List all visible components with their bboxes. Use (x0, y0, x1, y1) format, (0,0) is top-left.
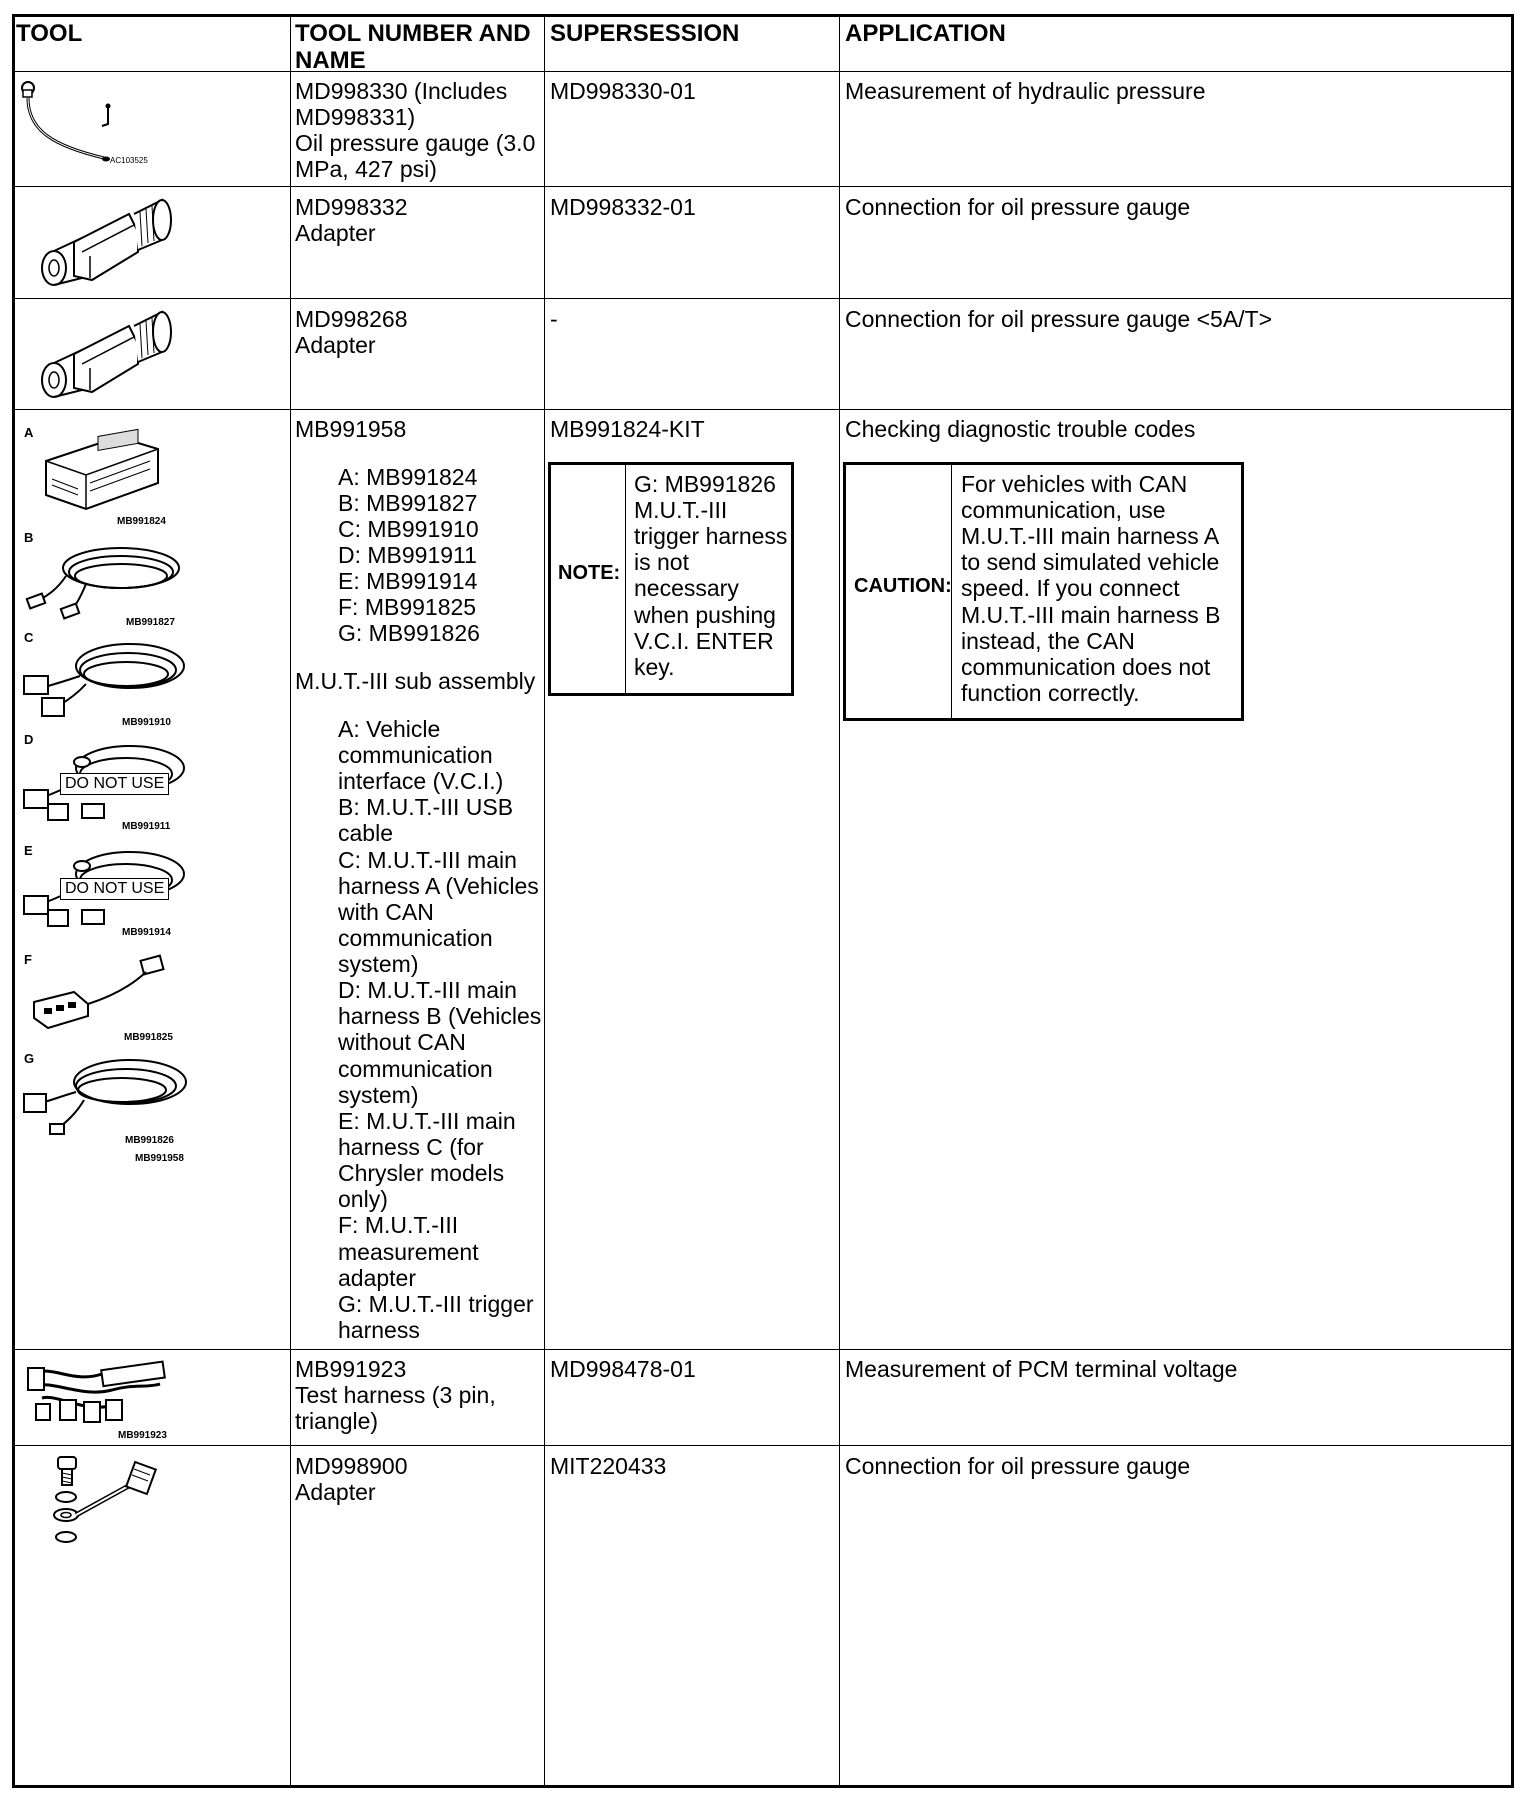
part-label: MB991824 (117, 516, 166, 527)
column-divider (839, 14, 840, 1788)
row5-supersession: MD998478-01 (550, 1356, 696, 1382)
row-divider (12, 71, 1514, 72)
row3-name-line1: MD998268 (295, 306, 408, 332)
row4-supersession: MB991824-KIT (550, 416, 705, 442)
oil-pressure-adapter-illustration (46, 1455, 166, 1555)
sub-line: cable (338, 820, 393, 846)
sub-line: with CAN (338, 899, 434, 925)
row-divider (12, 409, 1514, 410)
sub-line: Chrysler models (338, 1160, 505, 1186)
sub-line: measurement (338, 1239, 479, 1265)
row2-application: Connection for oil pressure gauge (845, 194, 1191, 220)
kit-item: D: MB991911 (338, 542, 477, 568)
vci-unit-illustration (38, 433, 163, 513)
sub-line: G: M.U.T.-III trigger (338, 1291, 534, 1317)
note-line: G: MB991826 (634, 471, 776, 497)
note-line: when pushing (634, 602, 776, 628)
sub-assembly-label: M.U.T.-III sub assembly (295, 668, 536, 694)
column-divider (290, 14, 291, 1788)
figure-letter: A (24, 425, 34, 440)
adapter-illustration (34, 192, 184, 292)
do-not-use-label: DO NOT USE (60, 878, 169, 900)
figure-letter: D (24, 732, 34, 747)
sub-line: F: M.U.T.-III (338, 1212, 459, 1238)
part-label: MB991827 (126, 617, 175, 628)
row5-name-line1: MB991923 (295, 1356, 407, 1382)
caution-line: For vehicles with CAN (961, 471, 1188, 497)
row2-name-line2: Adapter (295, 220, 376, 246)
note-label: NOTE: (558, 562, 621, 584)
header-tool: TOOL (16, 20, 83, 47)
caution-line: to send simulated vehicle (961, 549, 1220, 575)
caution-line: communication, use (961, 497, 1166, 523)
row6-name-line2: Adapter (295, 1479, 376, 1505)
note-line: trigger harness (634, 523, 788, 549)
note-line: M.U.T.-III (634, 497, 728, 523)
row-divider (12, 1349, 1514, 1350)
caution-line: speed. If you connect (961, 575, 1180, 601)
sub-line: only) (338, 1186, 388, 1212)
kit-item: B: MB991827 (338, 490, 478, 516)
sub-line: E: M.U.T.-III main (338, 1108, 516, 1134)
note-line: is not (634, 549, 689, 575)
row5-name-line2: Test harness (3 pin, (295, 1382, 496, 1408)
header-supersession: SUPERSESSION (550, 20, 740, 47)
row6-supersession: MIT220433 (550, 1453, 667, 1479)
sub-line: system) (338, 1082, 419, 1108)
note-line: necessary (634, 575, 739, 601)
row3-supersession: - (550, 306, 558, 332)
row2-supersession: MD998332-01 (550, 194, 696, 220)
sub-line: harness A (Vehicles (338, 873, 539, 899)
kit-item: G: MB991826 (338, 620, 480, 646)
row1-name-line2: MD998331) (295, 104, 416, 130)
sub-line: communication (338, 742, 493, 768)
test-harness-illustration (22, 1354, 172, 1432)
part-label: MB991910 (122, 717, 171, 728)
column-divider (544, 14, 545, 1788)
part-label: MB991826 (125, 1135, 174, 1146)
part-label: MB991911 (122, 821, 171, 832)
sub-line: harness (338, 1317, 420, 1343)
note-box-divider (625, 465, 626, 693)
caution-line: M.U.T.-III main harness B (961, 602, 1221, 628)
sub-line: communication (338, 1056, 493, 1082)
part-label: MB991825 (124, 1032, 173, 1043)
sub-line: system) (338, 951, 419, 977)
row4-application: Checking diagnostic trouble codes (845, 416, 1196, 442)
sub-line: D: M.U.T.-III main (338, 977, 517, 1003)
kit-item: C: MB991910 (338, 516, 479, 542)
header-tool-number-line2: NAME (295, 47, 366, 74)
main-harness-a-illustration (20, 636, 190, 720)
table-border (12, 14, 1514, 1788)
figure-letter: F (24, 952, 32, 967)
row1-supersession: MD998330-01 (550, 78, 696, 104)
measurement-adapter-illustration (30, 952, 180, 1032)
row4-name-title: MB991958 (295, 416, 407, 442)
row6-name-line1: MD998900 (295, 1453, 408, 1479)
row3-application: Connection for oil pressure gauge <5A/T> (845, 306, 1273, 332)
sub-line: interface (V.C.I.) (338, 768, 504, 794)
part-label: MB991958 (135, 1153, 184, 1164)
do-not-use-label: DO NOT USE (60, 773, 169, 795)
row5-name-line3: triangle) (295, 1408, 379, 1434)
header-application: APPLICATION (845, 20, 1006, 47)
sub-line: harness C (for (338, 1134, 484, 1160)
note-line: key. (634, 654, 675, 680)
sub-line: adapter (338, 1265, 417, 1291)
row5-application: Measurement of PCM terminal voltage (845, 1356, 1238, 1382)
figure-letter: C (24, 630, 34, 645)
caution-line: M.U.T.-III main harness A (961, 523, 1220, 549)
sub-line: communication (338, 925, 493, 951)
row6-application: Connection for oil pressure gauge (845, 1453, 1191, 1479)
row1-name-line3: Oil pressure gauge (3.0 (295, 130, 536, 156)
row1-application: Measurement of hydraulic pressure (845, 78, 1206, 104)
caution-line: communication does not (961, 654, 1211, 680)
row-divider (12, 298, 1514, 299)
row1-name-line4: MPa, 427 psi) (295, 156, 437, 182)
sub-line: B: M.U.T.-III USB (338, 794, 514, 820)
row-divider (12, 1445, 1514, 1446)
sub-line: C: M.U.T.-III main (338, 847, 517, 873)
row2-name-line1: MD998332 (295, 194, 408, 220)
kit-item: E: MB991914 (338, 568, 478, 594)
header-tool-number-line1: TOOL NUMBER AND (295, 20, 531, 47)
row-divider (12, 186, 1514, 187)
usb-cable-illustration (26, 536, 186, 620)
sub-line: without CAN (338, 1029, 466, 1055)
caution-line: instead, the CAN (961, 628, 1135, 654)
caution-line: function correctly. (961, 680, 1140, 706)
caution-label: CAUTION: (854, 575, 952, 597)
row3-name-line2: Adapter (295, 332, 376, 358)
note-line: V.C.I. ENTER (634, 628, 774, 654)
sub-line: harness B (Vehicles (338, 1003, 542, 1029)
trigger-harness-illustration (22, 1052, 192, 1138)
figure-letter: B (24, 530, 34, 545)
part-label: MB991914 (122, 927, 171, 938)
row1-name-line1: MD998330 (Includes (295, 78, 508, 104)
kit-item: F: MB991825 (338, 594, 477, 620)
oil-pressure-gauge-illustration (14, 76, 154, 182)
figure-letter: E (24, 843, 33, 858)
sub-line: A: Vehicle (338, 716, 441, 742)
adapter-illustration (34, 304, 184, 404)
figure-label: MB991923 (118, 1430, 167, 1441)
kit-item: A: MB991824 (338, 464, 478, 490)
figure-letter: G (24, 1051, 35, 1066)
figure-label: AC103525 (110, 156, 148, 165)
